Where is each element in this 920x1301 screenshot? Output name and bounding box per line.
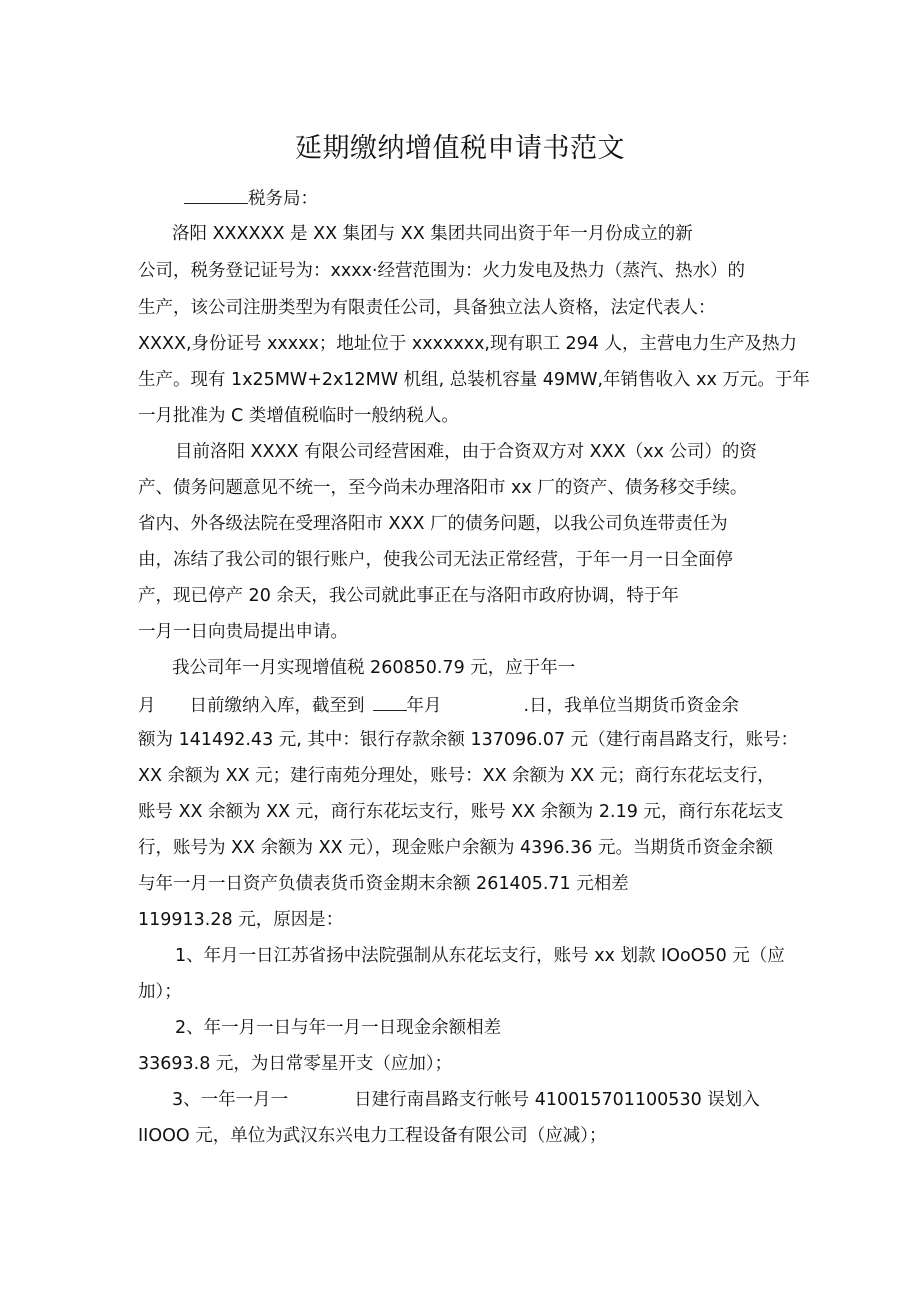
salutation-text: 税务局： xyxy=(248,189,318,209)
paragraph-line: 由，冻结了我公司的银行账户，使我公司无法正常经营，于年一月一日全面停 xyxy=(138,550,733,570)
paragraph-line-with-blanks xyxy=(138,693,739,717)
paragraph-line: 公司，税务登记证号为：xxxx·经营范围为：火力发电及热力（蒸汽、热水）的 xyxy=(138,261,745,281)
list-item-line: 33693.8 元，为日常零星开支（应加）； xyxy=(138,1054,453,1074)
paragraph-line: 省内、外各级法院在受理洛阳市 XXX 厂的债务问题，以我公司负连带责任为 xyxy=(138,514,728,534)
paragraph-line: 生产，该公司注册类型为有限责任公司，具备独立法人资格，法定代表人： xyxy=(138,298,716,318)
paragraph-line: 产，现已停产 20 余天，我公司就此事正在与洛阳市政府协调，特于年 xyxy=(138,586,679,606)
salutation xyxy=(184,186,318,210)
list-item-line: 1、年月一日江苏省扬中法院强制从东花坛支行，账号 xx 划款 IOoO50 元（应 xyxy=(175,946,785,966)
text-segment: 日前缴纳入库，截至到 xyxy=(189,696,365,716)
paragraph-line: 我公司年一月实现增值税 260850.79 元，应于年一 xyxy=(172,658,576,678)
text-segment: 月 xyxy=(138,696,156,716)
list-item-line: IIOOO 元，单位为武汉东兴电力工程设备有限公司（应减）； xyxy=(138,1126,607,1146)
blank-underline xyxy=(373,693,407,711)
paragraph-line: 与年一月一日资产负债表货币资金期末余额 261405.71 元相差 xyxy=(138,874,629,894)
paragraph-line: XXXX,身份证号 xxxxx；地址位于 xxxxxxx,现有职工 294 人，主营电力生产及热力 xyxy=(138,334,798,354)
list-item-line: 2、年一月一日与年一月一日现金余额相差 xyxy=(175,1018,502,1038)
text-segment: 日建行南昌路支行帐号 410015701100530 误划入 xyxy=(354,1090,760,1110)
paragraph-line: 洛阳 XXXXXX 是 XX 集团与 XX 集团共同出资于年一月份成立的新 xyxy=(172,224,693,244)
list-item-line: 加）； xyxy=(138,982,182,1002)
paragraph-line: 产、债务问题意见不统一，至今尚未办理洛阳市 xx 厂的资产、债务移交手续。 xyxy=(138,478,748,498)
paragraph-line: 账号 XX 余额为 XX 元，商行东花坛支行，账号 XX 余额为 2.19 元，商行东花坛支 xyxy=(138,802,784,822)
paragraph-line: 一月一日向贵局提出申请。 xyxy=(138,622,348,642)
text-segment: .日，我单位当期货币资金余 xyxy=(523,696,740,716)
page-title: 延期缴纳增值税申请书范文 xyxy=(295,133,625,164)
paragraph-line: 一月批准为 C 类增值税临时一般纳税人。 xyxy=(138,406,459,426)
text-segment: 年月 xyxy=(406,696,442,716)
paragraph-line: 生产。现有 1x25MW+2x12MW 机组, 总装机容量 49MW,年销售收入 xx 万元。于年 xyxy=(138,370,810,390)
paragraph-line: 行，账号为 XX 余额为 XX 元），现金账户余额为 4396.36 元。当期货币资金余额 xyxy=(138,838,773,858)
paragraph-line: XX 余额为 XX 元；建行南苑分理处，账号：XX 余额为 XX 元；商行东花坛支行， xyxy=(138,766,775,786)
paragraph-line: 119913.28 元，原因是： xyxy=(138,910,344,930)
paragraph-line: 目前洛阳 XXXX 有限公司经营困难，由于合资双方对 XXX（xx 公司）的资 xyxy=(175,442,757,462)
text-segment: 3、一年一月一 xyxy=(172,1090,289,1110)
paragraph-line: 额为 141492.43 元, 其中：银行存款余额 137096.07 元（建行南昌路支行，账号： xyxy=(138,730,799,750)
blank-underline xyxy=(184,186,248,204)
list-item-line-with-gap xyxy=(172,1089,760,1111)
